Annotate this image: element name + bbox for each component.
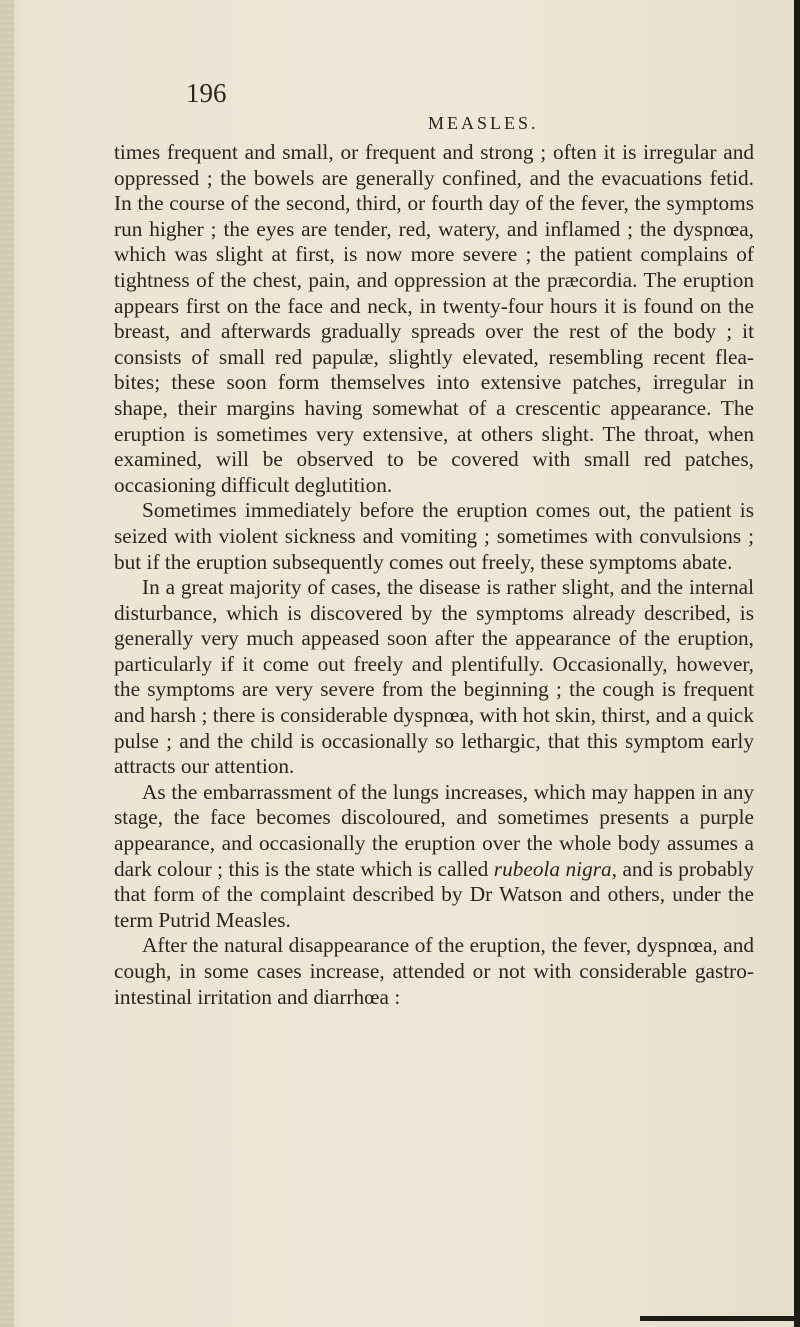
paragraph-2: Sometimes immediately before the eruption comes out, the patient is seized with violent sickness and vomiting ; sometimes with convulsions ; but if the eruption subsequently comes out freely, these symptoms abate. — [114, 498, 754, 574]
paragraph-3: In a great majority of cases, the disease is rather slight, and the internal disturbance, which is discovered by the symptoms already described, is generally very much appeased soon after the appearance of the eruption, particularly if it come out freely and plentifully. Occasionally, however, the symptoms are very severe from the beginning ; the cough is frequent and harsh ; there is considerable dyspnœa, with hot skin, thirst, and a quick pulse ; and the child is occasionally so lethargic, that this symptom early attracts our attention. — [114, 575, 754, 779]
page-number: 196 — [186, 78, 227, 108]
body-text — [114, 140, 754, 1010]
paragraph-4-tail: and is probably that form of the complaint described by Dr Watson and others, under the term Putrid Measles. — [114, 856, 754, 932]
italic-term: rubeola nigra, — [493, 856, 617, 881]
running-head: MEASLES. — [428, 113, 539, 133]
paragraph-4 — [114, 780, 754, 934]
paragraph-4-lead: As the embarrassment of the lungs increases, which may happen in any stage, the face becomes discoloured, and sometimes presents a purple appearance, and occasionally the eruption over the whole body assumes a dark colour ; this is the state which is called — [114, 779, 754, 881]
bottom-edge-mark — [640, 1316, 794, 1321]
paragraph-1: times frequent and small, or frequent and strong ; often it is irregular and oppressed ; the bowels are generally confined, and the evacuations fetid. In the course of the second, third, or fourth day of the fever, the symptoms run higher ; the eyes are tender, red, watery, and inflamed ; the dyspnœa, which was slight at first, is now more severe ; the patient complains of tightness of the chest, pain, and oppression at the præcordia. The eruption appears first on the face and neck, in twenty-four hours it is found on the breast, and afterwards gradually spreads over the rest of the body ; it consists of small red papulæ, slightly elevated, resembling recent flea-bites; these soon form themselves into extensive patches, irregular in shape, their margins having somewhat of a crescentic appearance. The eruption is sometimes very extensive, at others slight. The throat, when examined, will be observed to be covered with small red patches, occasioning difficult deglutition. — [114, 140, 754, 497]
paragraph-5: After the natural disappearance of the eruption, the fever, dyspnœa, and cough, in some cases increase, attended or not with considerable gastro-intestinal irritation and diarrhœa : — [114, 933, 754, 1009]
page-edge-shadow — [794, 0, 800, 1327]
page-gutter — [0, 0, 14, 1327]
